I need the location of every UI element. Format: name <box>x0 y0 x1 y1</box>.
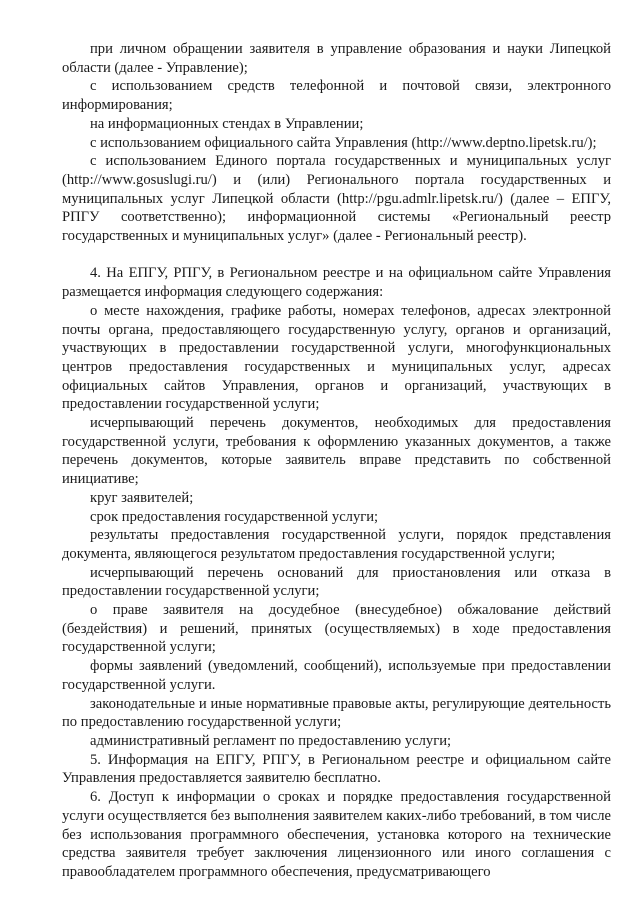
paragraph-results: результаты предоставления государственной услуги, порядок представления документа, являющегося результатом предоставления государственной услуги; <box>62 527 611 562</box>
paragraph-official-site: с использованием официального сайта Управления (http://www.deptno.lipetsk.ru/); <box>90 134 597 151</box>
paragraph-location-info: о месте нахождения, графике работы, номерах телефонов, адресах электронной почты органа, предоставляющего государственную услугу, органов и организаций, участвующих в предоставлении государственной услуги, многофункциональных центров предоставления государственных и муниципальных услуг, адресах официальных сайтов Управления, органов и организаций, участвующих в предоставлении государственной услуги; <box>62 302 611 413</box>
paragraph-spacer <box>62 246 611 265</box>
document-page <box>62 40 611 882</box>
paragraph-personal-appeal: при личном обращении заявителя в управление образования и науки Липецкой области (далее - Управление); <box>62 41 611 76</box>
paragraph-unified-portal: с использованием Единого портала государственных и муниципальных услуг (http://www.gosuslugi.ru/) и (или) Регионального портала государственных и муниципальных услуг Липецкой области (http://pgu.admlr.lipetsk.ru/) (далее – ЕПГУ, РПГУ соответственно); информационной системы «Региональный реестр государственных и муниципальных услуг» (далее - Региональный реестр). <box>62 153 611 245</box>
paragraph-appeal-right: о праве заявителя на досудебное (внесудебное) обжалование действий (бездействия) и решений, принятых (осуществляемых) в ходе предоставления государственной услуги; <box>62 602 611 656</box>
paragraph-refusal-grounds: исчерпывающий перечень оснований для приостановления или отказа в предоставлении государственной услуги; <box>62 564 611 600</box>
paragraph-regulation: административный регламент по предоставлению услуги; <box>90 733 452 749</box>
paragraph-section-6: 6. Доступ к информации о сроках и порядке предоставления государственной услуги осуществляется без выполнения заявителем каких-либо требований, в том числе без использования программного обеспечения, установка которого на технические средства заявителя требует заключения лицензионного или иного соглашения с правообладателем программного обеспечения, предусматривающего <box>62 789 611 880</box>
paragraph-documents-list: исчерпывающий перечень документов, необходимых для предоставления государственной услуги, требования к оформлению указанных документов, а также перечень документов, которые заявитель вправе представить по собственной инициативе; <box>62 415 611 488</box>
paragraph-legal-acts: законодательные и иные нормативные правовые акты, регулирующие деятельность по предоставлению государственной услуги; <box>62 695 611 731</box>
paragraph-applicants: круг заявителей; <box>90 489 194 506</box>
paragraph-term: срок предоставления государственной услуги; <box>90 508 379 525</box>
paragraph-phone-mail: с использованием средств телефонной и почтовой связи, электронного информирования; <box>62 78 611 114</box>
paragraph-section-5: 5. Информация на ЕПГУ, РПГУ, в Региональном реестре и официальном сайте Управления предоставляется заявителю бесплатно. <box>62 751 611 787</box>
paragraph-info-stands: на информационных стендах в Управлении; <box>90 115 364 132</box>
paragraph-section-4: 4. На ЕПГУ, РПГУ, в Региональном реестре и на официальном сайте Управления размещается информация следующего содержания: <box>62 265 611 301</box>
paragraph-forms: формы заявлений (уведомлений, сообщений), используемые при предоставлении государственной услуги. <box>62 658 611 693</box>
